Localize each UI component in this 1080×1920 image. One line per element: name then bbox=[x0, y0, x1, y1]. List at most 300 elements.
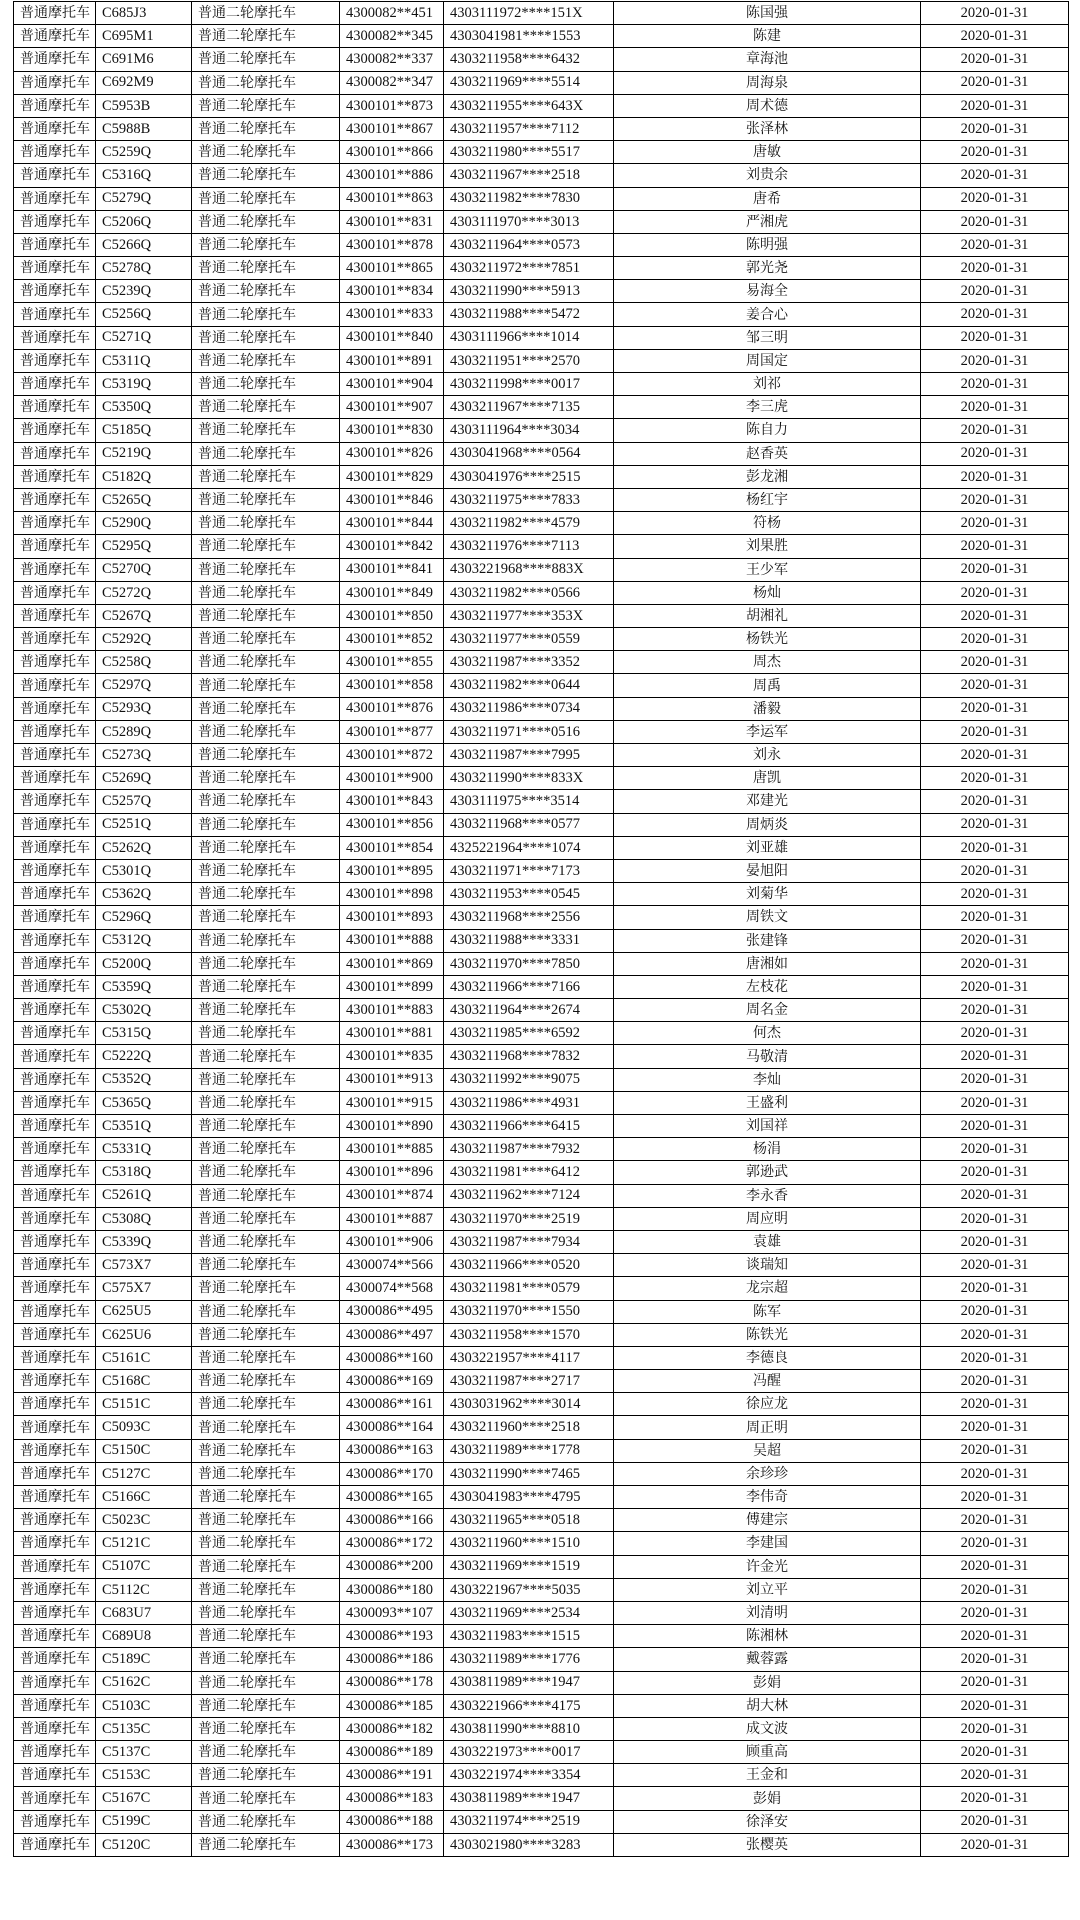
date-cell: 2020-01-31 bbox=[921, 1833, 1069, 1856]
date-cell: 2020-01-31 bbox=[921, 512, 1069, 535]
serial-number-cell: 4300093**107 bbox=[340, 1601, 444, 1624]
vehicle-code-cell: C5290Q bbox=[96, 512, 192, 535]
date-cell: 2020-01-31 bbox=[921, 1323, 1069, 1346]
license-type-cell: 普通摩托车 bbox=[14, 1115, 96, 1138]
id-number-cell: 4303211966****7166 bbox=[444, 975, 614, 998]
license-type-cell: 普通摩托车 bbox=[14, 1717, 96, 1740]
table-row bbox=[14, 488, 1069, 511]
holder-name-cell: 李永香 bbox=[614, 1184, 921, 1207]
table-row bbox=[14, 1370, 1069, 1393]
id-number-cell: 4303211968****0577 bbox=[444, 813, 614, 836]
vehicle-code-cell: C5256Q bbox=[96, 303, 192, 326]
serial-number-cell: 4300101**841 bbox=[340, 558, 444, 581]
vehicle-code-cell: C5365Q bbox=[96, 1091, 192, 1114]
date-cell: 2020-01-31 bbox=[921, 48, 1069, 71]
serial-number-cell: 4300101**866 bbox=[340, 141, 444, 164]
date-cell: 2020-01-31 bbox=[921, 929, 1069, 952]
vehicle-code-cell: C5103C bbox=[96, 1694, 192, 1717]
date-cell: 2020-01-31 bbox=[921, 604, 1069, 627]
table-row bbox=[14, 1184, 1069, 1207]
serial-number-cell: 4300082**337 bbox=[340, 48, 444, 71]
vehicle-model-cell: 普通二轮摩托车 bbox=[192, 1045, 340, 1068]
holder-name-cell: 张建锋 bbox=[614, 929, 921, 952]
holder-name-cell: 周应明 bbox=[614, 1207, 921, 1230]
vehicle-model-cell: 普通二轮摩托车 bbox=[192, 1694, 340, 1717]
table-row bbox=[14, 71, 1069, 94]
license-type-cell: 普通摩托车 bbox=[14, 1254, 96, 1277]
id-number-cell: 4303041983****4795 bbox=[444, 1486, 614, 1509]
holder-name-cell: 易海全 bbox=[614, 280, 921, 303]
serial-number-cell: 4300082**451 bbox=[340, 2, 444, 25]
table-row bbox=[14, 535, 1069, 558]
vehicle-model-cell: 普通二轮摩托车 bbox=[192, 2, 340, 25]
table-row bbox=[14, 1810, 1069, 1833]
serial-number-cell: 4300086**169 bbox=[340, 1370, 444, 1393]
date-cell: 2020-01-31 bbox=[921, 1764, 1069, 1787]
vehicle-model-cell: 普通二轮摩托车 bbox=[192, 535, 340, 558]
id-number-cell: 4303211976****7113 bbox=[444, 535, 614, 558]
license-type-cell: 普通摩托车 bbox=[14, 1207, 96, 1230]
date-cell: 2020-01-31 bbox=[921, 326, 1069, 349]
vehicle-code-cell: C5161C bbox=[96, 1346, 192, 1369]
vehicle-model-cell: 普通二轮摩托车 bbox=[192, 257, 340, 280]
table-row bbox=[14, 1068, 1069, 1091]
serial-number-cell: 4300101**878 bbox=[340, 233, 444, 256]
table-row bbox=[14, 581, 1069, 604]
holder-name-cell: 周海泉 bbox=[614, 71, 921, 94]
table-row bbox=[14, 1161, 1069, 1184]
holder-name-cell: 唐希 bbox=[614, 187, 921, 210]
license-type-cell: 普通摩托车 bbox=[14, 720, 96, 743]
date-cell: 2020-01-31 bbox=[921, 1555, 1069, 1578]
holder-name-cell: 彭龙湘 bbox=[614, 465, 921, 488]
vehicle-model-cell: 普通二轮摩托车 bbox=[192, 1300, 340, 1323]
id-number-cell: 4303211965****0518 bbox=[444, 1509, 614, 1532]
date-cell: 2020-01-31 bbox=[921, 2, 1069, 25]
vehicle-code-cell: C5112C bbox=[96, 1578, 192, 1601]
date-cell: 2020-01-31 bbox=[921, 1277, 1069, 1300]
date-cell: 2020-01-31 bbox=[921, 1787, 1069, 1810]
vehicle-model-cell: 普通二轮摩托车 bbox=[192, 1230, 340, 1253]
table-row bbox=[14, 349, 1069, 372]
serial-number-cell: 4300086**173 bbox=[340, 1833, 444, 1856]
vehicle-code-cell: C5150C bbox=[96, 1439, 192, 1462]
table-row bbox=[14, 628, 1069, 651]
vehicle-model-cell: 普通二轮摩托车 bbox=[192, 1625, 340, 1648]
id-number-cell: 4303221967****5035 bbox=[444, 1578, 614, 1601]
holder-name-cell: 陈湘林 bbox=[614, 1625, 921, 1648]
holder-name-cell: 周术德 bbox=[614, 94, 921, 117]
holder-name-cell: 许金光 bbox=[614, 1555, 921, 1578]
serial-number-cell: 4300101**891 bbox=[340, 349, 444, 372]
license-type-cell: 普通摩托车 bbox=[14, 1741, 96, 1764]
table-row bbox=[14, 720, 1069, 743]
vehicle-model-cell: 普通二轮摩托车 bbox=[192, 488, 340, 511]
table-row bbox=[14, 1694, 1069, 1717]
holder-name-cell: 潘毅 bbox=[614, 697, 921, 720]
license-type-cell: 普通摩托车 bbox=[14, 697, 96, 720]
vehicle-code-cell: C5270Q bbox=[96, 558, 192, 581]
holder-name-cell: 刘贵余 bbox=[614, 164, 921, 187]
table-row bbox=[14, 1833, 1069, 1856]
vehicle-model-cell: 普通二轮摩托车 bbox=[192, 303, 340, 326]
license-type-cell: 普通摩托车 bbox=[14, 651, 96, 674]
license-type-cell: 普通摩托车 bbox=[14, 1138, 96, 1161]
vehicle-code-cell: C5316Q bbox=[96, 164, 192, 187]
date-cell: 2020-01-31 bbox=[921, 71, 1069, 94]
license-type-cell: 普通摩托车 bbox=[14, 25, 96, 48]
vehicle-code-cell: C5315Q bbox=[96, 1022, 192, 1045]
date-cell: 2020-01-31 bbox=[921, 999, 1069, 1022]
vehicle-code-cell: C5273Q bbox=[96, 744, 192, 767]
holder-name-cell: 胡湘礼 bbox=[614, 604, 921, 627]
date-cell: 2020-01-31 bbox=[921, 1254, 1069, 1277]
vehicle-code-cell: C5350Q bbox=[96, 396, 192, 419]
date-cell: 2020-01-31 bbox=[921, 1393, 1069, 1416]
holder-name-cell: 李建国 bbox=[614, 1532, 921, 1555]
id-number-cell: 4325221964****1074 bbox=[444, 836, 614, 859]
license-type-cell: 普通摩托车 bbox=[14, 1810, 96, 1833]
license-type-cell: 普通摩托车 bbox=[14, 94, 96, 117]
serial-number-cell: 4300101**887 bbox=[340, 1207, 444, 1230]
vehicle-model-cell: 普通二轮摩托车 bbox=[192, 952, 340, 975]
table-row bbox=[14, 396, 1069, 419]
id-number-cell: 4303211964****2674 bbox=[444, 999, 614, 1022]
license-type-cell: 普通摩托车 bbox=[14, 1764, 96, 1787]
id-number-cell: 4303211977****353X bbox=[444, 604, 614, 627]
holder-name-cell: 周铁文 bbox=[614, 906, 921, 929]
id-number-cell: 4303111966****1014 bbox=[444, 326, 614, 349]
table-row bbox=[14, 1601, 1069, 1624]
vehicle-code-cell: C5259Q bbox=[96, 141, 192, 164]
holder-name-cell: 刘永 bbox=[614, 744, 921, 767]
serial-number-cell: 4300101**885 bbox=[340, 1138, 444, 1161]
date-cell: 2020-01-31 bbox=[921, 164, 1069, 187]
date-cell: 2020-01-31 bbox=[921, 1045, 1069, 1068]
license-type-cell: 普通摩托车 bbox=[14, 210, 96, 233]
holder-name-cell: 袁雄 bbox=[614, 1230, 921, 1253]
license-type-cell: 普通摩托车 bbox=[14, 1509, 96, 1532]
serial-number-cell: 4300086**164 bbox=[340, 1416, 444, 1439]
vehicle-model-cell: 普通二轮摩托车 bbox=[192, 187, 340, 210]
vehicle-model-cell: 普通二轮摩托车 bbox=[192, 1555, 340, 1578]
license-type-cell: 普通摩托车 bbox=[14, 1068, 96, 1091]
vehicle-model-cell: 普通二轮摩托车 bbox=[192, 1068, 340, 1091]
vehicle-code-cell: C5279Q bbox=[96, 187, 192, 210]
id-number-cell: 4303211970****7850 bbox=[444, 952, 614, 975]
vehicle-model-cell: 普通二轮摩托车 bbox=[192, 465, 340, 488]
table-row bbox=[14, 1045, 1069, 1068]
date-cell: 2020-01-31 bbox=[921, 744, 1069, 767]
date-cell: 2020-01-31 bbox=[921, 697, 1069, 720]
vehicle-code-cell: C5289Q bbox=[96, 720, 192, 743]
holder-name-cell: 余珍珍 bbox=[614, 1462, 921, 1485]
license-type-cell: 普通摩托车 bbox=[14, 1323, 96, 1346]
date-cell: 2020-01-31 bbox=[921, 813, 1069, 836]
vehicle-model-cell: 普通二轮摩托车 bbox=[192, 744, 340, 767]
holder-name-cell: 马敬清 bbox=[614, 1045, 921, 1068]
holder-name-cell: 王少军 bbox=[614, 558, 921, 581]
holder-name-cell: 左枝花 bbox=[614, 975, 921, 998]
date-cell: 2020-01-31 bbox=[921, 187, 1069, 210]
table-row bbox=[14, 674, 1069, 697]
date-cell: 2020-01-31 bbox=[921, 1370, 1069, 1393]
table-row bbox=[14, 164, 1069, 187]
vehicle-code-cell: C5189C bbox=[96, 1648, 192, 1671]
table-row bbox=[14, 1346, 1069, 1369]
license-type-cell: 普通摩托车 bbox=[14, 1555, 96, 1578]
license-type-cell: 普通摩托车 bbox=[14, 581, 96, 604]
serial-number-cell: 4300101**863 bbox=[340, 187, 444, 210]
serial-number-cell: 4300101**899 bbox=[340, 975, 444, 998]
date-cell: 2020-01-31 bbox=[921, 1416, 1069, 1439]
vehicle-model-cell: 普通二轮摩托车 bbox=[192, 813, 340, 836]
date-cell: 2020-01-31 bbox=[921, 396, 1069, 419]
table-row bbox=[14, 442, 1069, 465]
table-row bbox=[14, 767, 1069, 790]
serial-number-cell: 4300101**869 bbox=[340, 952, 444, 975]
license-type-cell: 普通摩托车 bbox=[14, 999, 96, 1022]
vehicle-model-cell: 普通二轮摩托车 bbox=[192, 1091, 340, 1114]
license-type-cell: 普通摩托车 bbox=[14, 117, 96, 140]
holder-name-cell: 刘国祥 bbox=[614, 1115, 921, 1138]
serial-number-cell: 4300074**568 bbox=[340, 1277, 444, 1300]
vehicle-model-cell: 普通二轮摩托车 bbox=[192, 581, 340, 604]
id-number-cell: 4303041981****1553 bbox=[444, 25, 614, 48]
holder-name-cell: 周名金 bbox=[614, 999, 921, 1022]
date-cell: 2020-01-31 bbox=[921, 25, 1069, 48]
vehicle-code-cell: C5166C bbox=[96, 1486, 192, 1509]
holder-name-cell: 刘清明 bbox=[614, 1601, 921, 1624]
holder-name-cell: 张樱英 bbox=[614, 1833, 921, 1856]
date-cell: 2020-01-31 bbox=[921, 790, 1069, 813]
license-type-cell: 普通摩托车 bbox=[14, 604, 96, 627]
date-cell: 2020-01-31 bbox=[921, 1230, 1069, 1253]
vehicle-model-cell: 普通二轮摩托车 bbox=[192, 210, 340, 233]
table-row bbox=[14, 1416, 1069, 1439]
date-cell: 2020-01-31 bbox=[921, 535, 1069, 558]
serial-number-cell: 4300086**185 bbox=[340, 1694, 444, 1717]
id-number-cell: 4303211969****2534 bbox=[444, 1601, 614, 1624]
table-row bbox=[14, 790, 1069, 813]
id-number-cell: 4303221968****883X bbox=[444, 558, 614, 581]
table-row bbox=[14, 1532, 1069, 1555]
serial-number-cell: 4300101**873 bbox=[340, 94, 444, 117]
table-row bbox=[14, 117, 1069, 140]
holder-name-cell: 何杰 bbox=[614, 1022, 921, 1045]
table-row bbox=[14, 1115, 1069, 1138]
serial-number-cell: 4300101**900 bbox=[340, 767, 444, 790]
id-number-cell: 4303041976****2515 bbox=[444, 465, 614, 488]
vehicle-model-cell: 普通二轮摩托车 bbox=[192, 1138, 340, 1161]
serial-number-cell: 4300101**877 bbox=[340, 720, 444, 743]
date-cell: 2020-01-31 bbox=[921, 720, 1069, 743]
date-cell: 2020-01-31 bbox=[921, 1068, 1069, 1091]
serial-number-cell: 4300101**833 bbox=[340, 303, 444, 326]
date-cell: 2020-01-31 bbox=[921, 859, 1069, 882]
id-number-cell: 4303211980****5517 bbox=[444, 141, 614, 164]
serial-number-cell: 4300101**840 bbox=[340, 326, 444, 349]
serial-number-cell: 4300101**904 bbox=[340, 373, 444, 396]
vehicle-model-cell: 普通二轮摩托车 bbox=[192, 1277, 340, 1300]
vehicle-code-cell: C5206Q bbox=[96, 210, 192, 233]
id-number-cell: 4303211987****7995 bbox=[444, 744, 614, 767]
vehicle-model-cell: 普通二轮摩托车 bbox=[192, 1578, 340, 1601]
holder-name-cell: 戴蓉露 bbox=[614, 1648, 921, 1671]
table-row bbox=[14, 1230, 1069, 1253]
id-number-cell: 4303211988****3331 bbox=[444, 929, 614, 952]
serial-number-cell: 4300086**200 bbox=[340, 1555, 444, 1578]
serial-number-cell: 4300101**826 bbox=[340, 442, 444, 465]
license-type-cell: 普通摩托车 bbox=[14, 512, 96, 535]
vehicle-code-cell: C5988B bbox=[96, 117, 192, 140]
license-type-cell: 普通摩托车 bbox=[14, 1671, 96, 1694]
license-type-cell: 普通摩托车 bbox=[14, 1277, 96, 1300]
license-type-cell: 普通摩托车 bbox=[14, 1462, 96, 1485]
date-cell: 2020-01-31 bbox=[921, 767, 1069, 790]
date-cell: 2020-01-31 bbox=[921, 442, 1069, 465]
table-row bbox=[14, 1787, 1069, 1810]
vehicle-code-cell: C5271Q bbox=[96, 326, 192, 349]
id-number-cell: 4303211990****7465 bbox=[444, 1462, 614, 1485]
date-cell: 2020-01-31 bbox=[921, 628, 1069, 651]
date-cell: 2020-01-31 bbox=[921, 1439, 1069, 1462]
license-type-cell: 普通摩托车 bbox=[14, 1833, 96, 1856]
serial-number-cell: 4300101**830 bbox=[340, 419, 444, 442]
vehicle-code-cell: C5311Q bbox=[96, 349, 192, 372]
vehicle-model-cell: 普通二轮摩托车 bbox=[192, 1787, 340, 1810]
vehicle-code-cell: C5239Q bbox=[96, 280, 192, 303]
license-type-cell: 普通摩托车 bbox=[14, 674, 96, 697]
id-number-cell: 4303211958****6432 bbox=[444, 48, 614, 71]
vehicle-code-cell: C5200Q bbox=[96, 952, 192, 975]
id-number-cell: 4303811990****8810 bbox=[444, 1717, 614, 1740]
vehicle-code-cell: C5308Q bbox=[96, 1207, 192, 1230]
license-type-cell: 普通摩托车 bbox=[14, 952, 96, 975]
serial-number-cell: 4300086**497 bbox=[340, 1323, 444, 1346]
id-number-cell: 4303211972****7851 bbox=[444, 257, 614, 280]
table-row bbox=[14, 1486, 1069, 1509]
table-row bbox=[14, 604, 1069, 627]
serial-number-cell: 4300086**495 bbox=[340, 1300, 444, 1323]
date-cell: 2020-01-31 bbox=[921, 1207, 1069, 1230]
vehicle-model-cell: 普通二轮摩托车 bbox=[192, 233, 340, 256]
license-type-cell: 普通摩托车 bbox=[14, 1439, 96, 1462]
holder-name-cell: 王盛利 bbox=[614, 1091, 921, 1114]
vehicle-model-cell: 普通二轮摩托车 bbox=[192, 836, 340, 859]
holder-name-cell: 章海池 bbox=[614, 48, 921, 71]
serial-number-cell: 4300101**835 bbox=[340, 1045, 444, 1068]
table-row bbox=[14, 48, 1069, 71]
holder-name-cell: 吴超 bbox=[614, 1439, 921, 1462]
table-row bbox=[14, 1625, 1069, 1648]
date-cell: 2020-01-31 bbox=[921, 210, 1069, 233]
vehicle-model-cell: 普通二轮摩托车 bbox=[192, 1393, 340, 1416]
id-number-cell: 4303111964****3034 bbox=[444, 419, 614, 442]
holder-name-cell: 冯醒 bbox=[614, 1370, 921, 1393]
vehicle-code-cell: C5318Q bbox=[96, 1161, 192, 1184]
serial-number-cell: 4300086**189 bbox=[340, 1741, 444, 1764]
serial-number-cell: 4300101**896 bbox=[340, 1161, 444, 1184]
license-type-cell: 普通摩托车 bbox=[14, 187, 96, 210]
id-number-cell: 4303211989****1778 bbox=[444, 1439, 614, 1462]
vehicle-model-cell: 普通二轮摩托车 bbox=[192, 117, 340, 140]
vehicle-model-cell: 普通二轮摩托车 bbox=[192, 442, 340, 465]
license-type-cell: 普通摩托车 bbox=[14, 1091, 96, 1114]
vehicle-model-cell: 普通二轮摩托车 bbox=[192, 558, 340, 581]
license-type-cell: 普通摩托车 bbox=[14, 1694, 96, 1717]
serial-number-cell: 4300101**852 bbox=[340, 628, 444, 651]
license-type-cell: 普通摩托车 bbox=[14, 326, 96, 349]
table-row bbox=[14, 465, 1069, 488]
holder-name-cell: 傅建宗 bbox=[614, 1509, 921, 1532]
id-number-cell: 4303211969****1519 bbox=[444, 1555, 614, 1578]
id-number-cell: 4303221966****4175 bbox=[444, 1694, 614, 1717]
vehicle-code-cell: C5331Q bbox=[96, 1138, 192, 1161]
license-type-cell: 普通摩托车 bbox=[14, 744, 96, 767]
holder-name-cell: 刘亚雄 bbox=[614, 836, 921, 859]
id-number-cell: 4303211987****7932 bbox=[444, 1138, 614, 1161]
serial-number-cell: 4300086**193 bbox=[340, 1625, 444, 1648]
vehicle-code-cell: C5261Q bbox=[96, 1184, 192, 1207]
holder-name-cell: 胡大林 bbox=[614, 1694, 921, 1717]
vehicle-code-cell: C5269Q bbox=[96, 767, 192, 790]
date-cell: 2020-01-31 bbox=[921, 1486, 1069, 1509]
holder-name-cell: 王金和 bbox=[614, 1764, 921, 1787]
date-cell: 2020-01-31 bbox=[921, 1462, 1069, 1485]
table-row bbox=[14, 1439, 1069, 1462]
vehicle-model-cell: 普通二轮摩托车 bbox=[192, 1323, 340, 1346]
holder-name-cell: 顾重高 bbox=[614, 1741, 921, 1764]
vehicle-model-cell: 普通二轮摩托车 bbox=[192, 512, 340, 535]
holder-name-cell: 杨灿 bbox=[614, 581, 921, 604]
date-cell: 2020-01-31 bbox=[921, 303, 1069, 326]
table-row bbox=[14, 1578, 1069, 1601]
license-type-cell: 普通摩托车 bbox=[14, 233, 96, 256]
serial-number-cell: 4300086**188 bbox=[340, 1810, 444, 1833]
vehicle-code-cell: C5296Q bbox=[96, 906, 192, 929]
vehicle-model-cell: 普通二轮摩托车 bbox=[192, 1161, 340, 1184]
id-number-cell: 4303111972****151X bbox=[444, 2, 614, 25]
date-cell: 2020-01-31 bbox=[921, 558, 1069, 581]
table-row bbox=[14, 233, 1069, 256]
table-row bbox=[14, 744, 1069, 767]
table-row bbox=[14, 1393, 1069, 1416]
vehicle-code-cell: C5262Q bbox=[96, 836, 192, 859]
serial-number-cell: 4300101**906 bbox=[340, 1230, 444, 1253]
vehicle-model-cell: 普通二轮摩托车 bbox=[192, 1648, 340, 1671]
holder-name-cell: 周正明 bbox=[614, 1416, 921, 1439]
holder-name-cell: 晏旭阳 bbox=[614, 859, 921, 882]
vehicle-model-cell: 普通二轮摩托车 bbox=[192, 906, 340, 929]
license-type-cell: 普通摩托车 bbox=[14, 1416, 96, 1439]
table-row bbox=[14, 1764, 1069, 1787]
id-number-cell: 4303211990****833X bbox=[444, 767, 614, 790]
vehicle-model-cell: 普通二轮摩托车 bbox=[192, 1439, 340, 1462]
id-number-cell: 4303211975****7833 bbox=[444, 488, 614, 511]
serial-number-cell: 4300082**347 bbox=[340, 71, 444, 94]
serial-number-cell: 4300101**895 bbox=[340, 859, 444, 882]
license-type-cell: 普通摩托车 bbox=[14, 1532, 96, 1555]
serial-number-cell: 4300086**160 bbox=[340, 1346, 444, 1369]
serial-number-cell: 4300101**865 bbox=[340, 257, 444, 280]
table-row bbox=[14, 326, 1069, 349]
id-number-cell: 4303211982****0644 bbox=[444, 674, 614, 697]
holder-name-cell: 杨涓 bbox=[614, 1138, 921, 1161]
vehicle-code-cell: C691M6 bbox=[96, 48, 192, 71]
date-cell: 2020-01-31 bbox=[921, 1346, 1069, 1369]
id-number-cell: 4303811989****1947 bbox=[444, 1787, 614, 1810]
